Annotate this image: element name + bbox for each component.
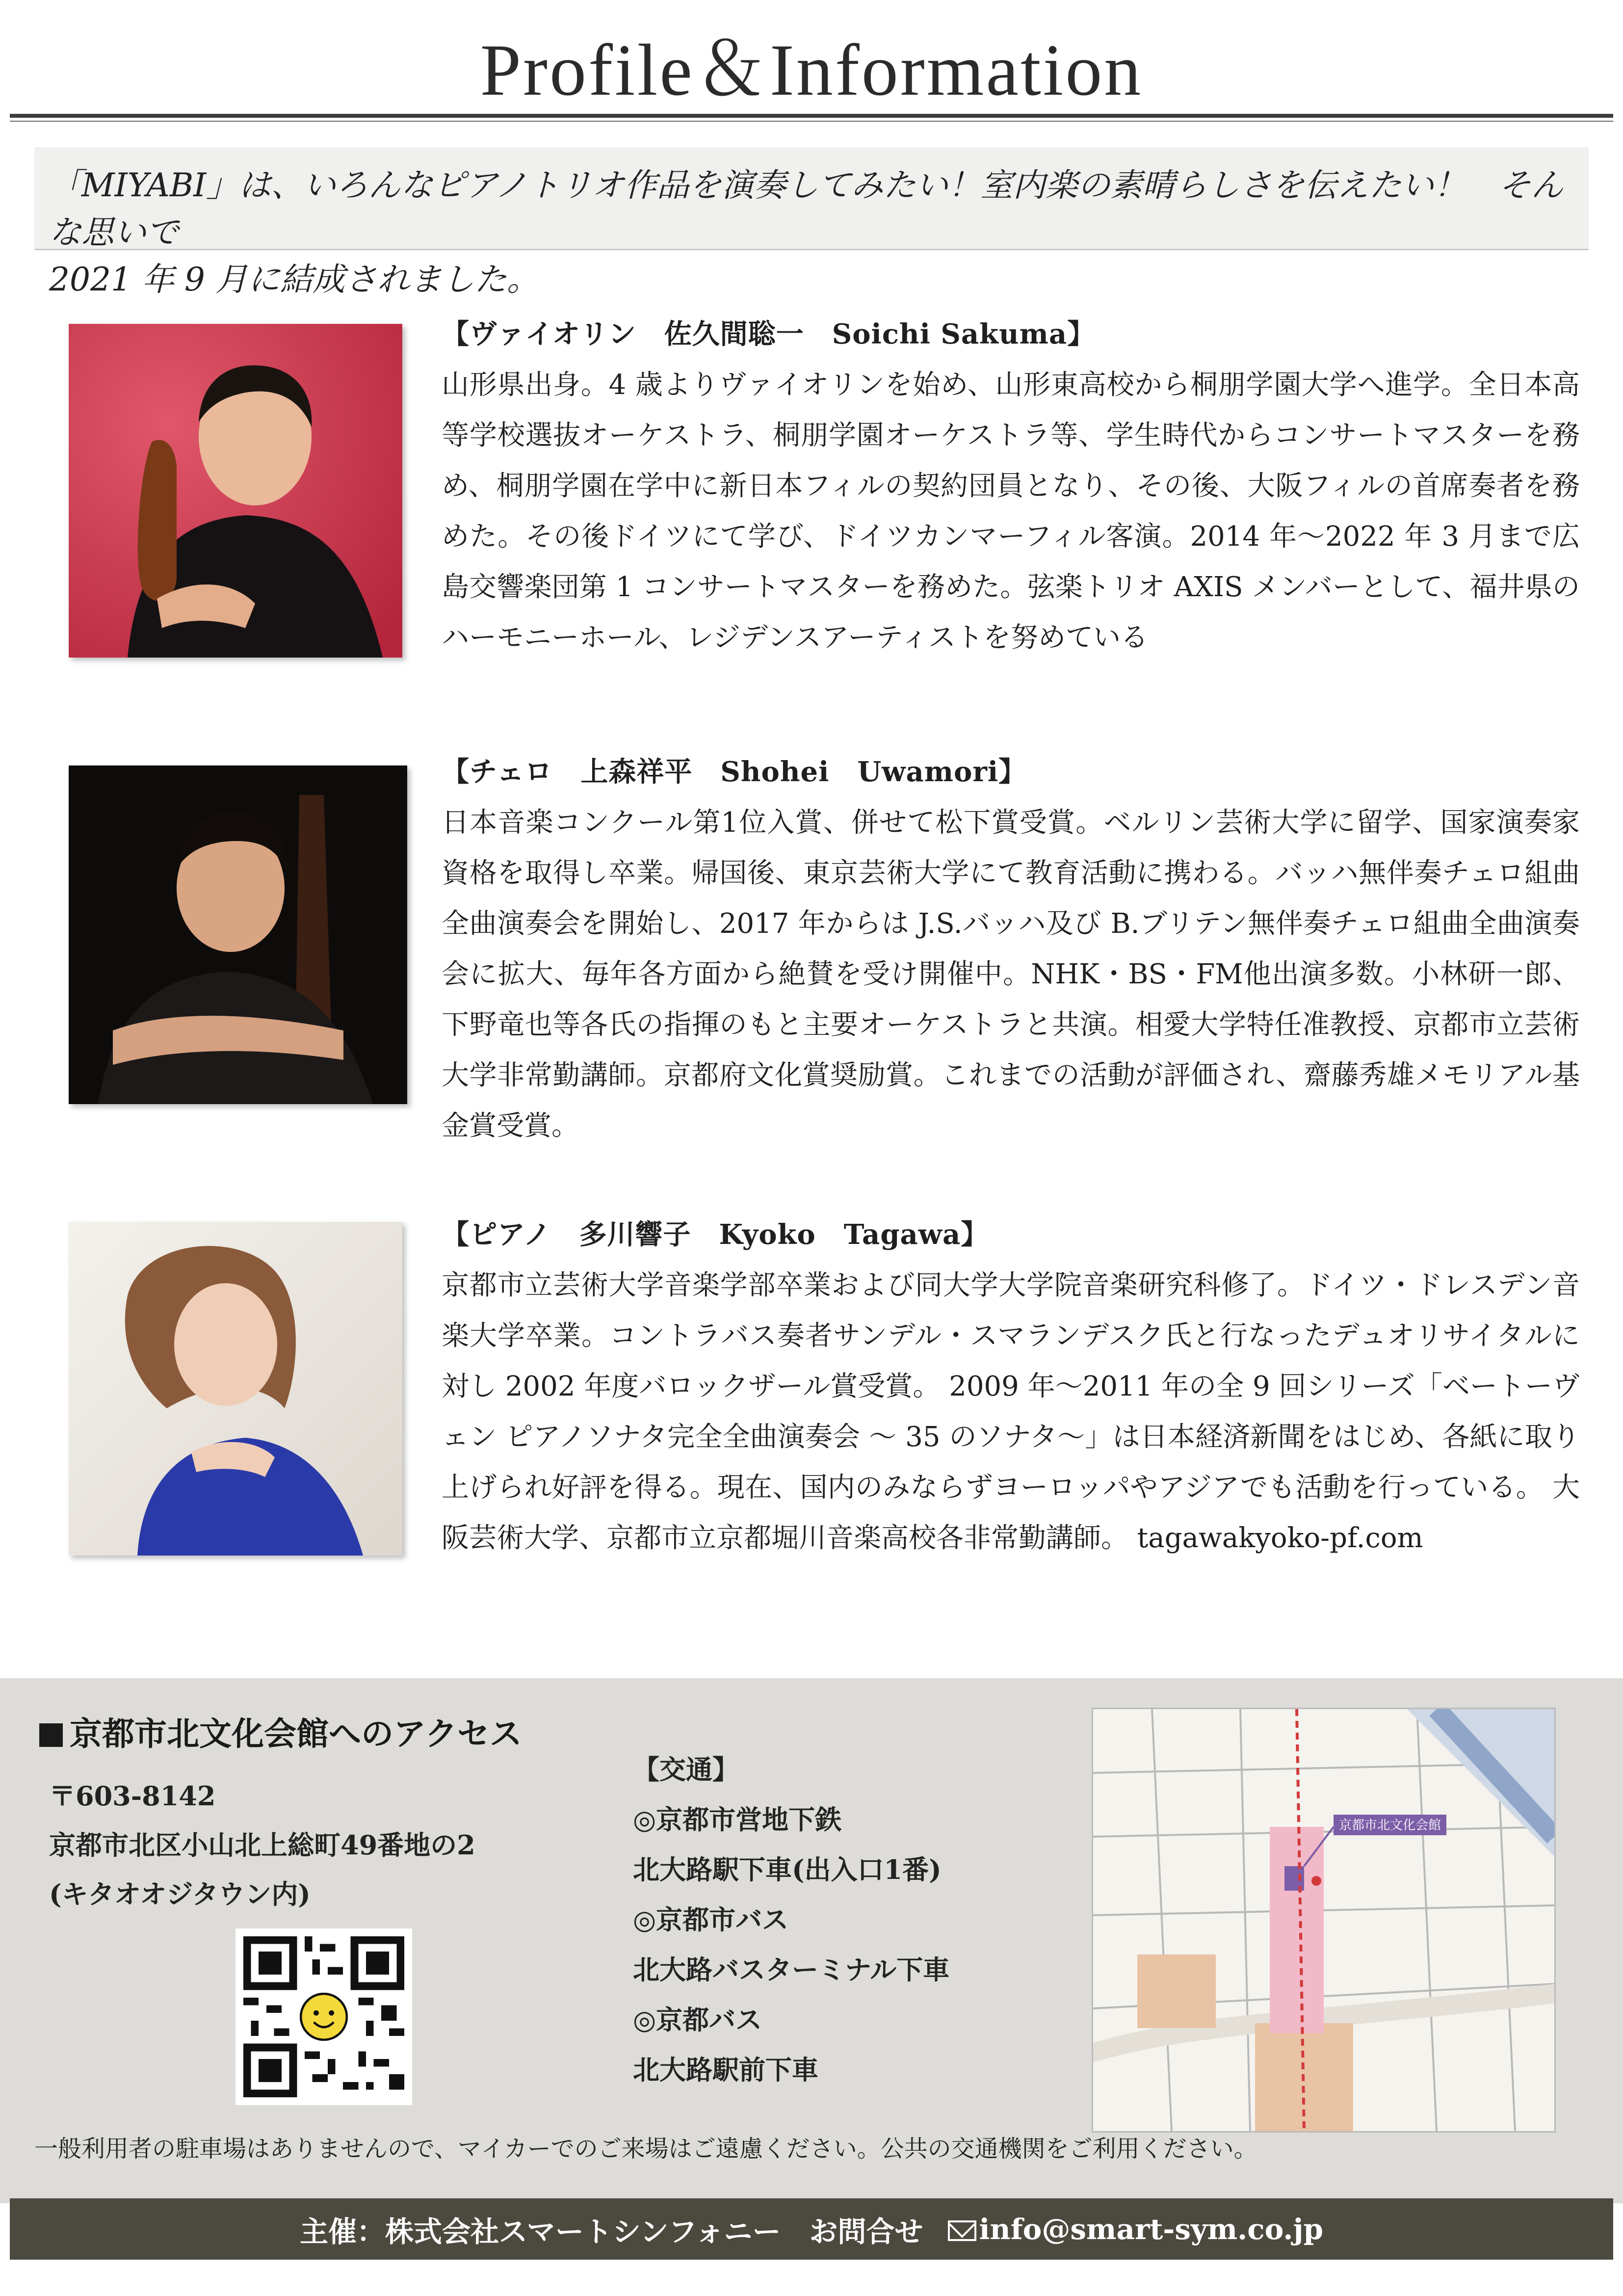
cellist-heading: 【チェロ 上森祥平 Shohei Uwamori】 — [442, 756, 1027, 788]
transport-line: ◎京都市営地下鉄 — [633, 1804, 842, 1835]
intro-line-2: 2021 年 9 月に結成されました。 — [49, 261, 539, 298]
transport-line: 北大路バスターミナル下車 — [633, 1954, 950, 1985]
transport-heading: 【交通】 — [633, 1754, 739, 1785]
transport-line: ◎京都バス — [633, 2004, 762, 2035]
organizer-contact: 主催：株式会社スマートシンフォニー お問合せ — [300, 2215, 923, 2248]
map-venue-label: 京都市北文化会館 — [1338, 1818, 1441, 1833]
email-contact[interactable] — [948, 2213, 1324, 2246]
cellist-photo — [69, 765, 407, 1104]
access-map[interactable] — [1092, 1708, 1556, 2133]
address-line: 京都市北区小山北上総町49番地の2 — [49, 1829, 475, 1861]
violinist-photo — [69, 324, 402, 658]
violinist-bio-text: 山形県出身。4 歳よりヴァイオリンを始め、山形東高校から桐朋学園大学へ進学。全日本高等学校選抜オーケストラ、桐朋学園オーケストラ等、学生時代からコンサートマスターを務め、桐朋学園在学中に新日本フィルの契約団員となり、その後、大阪フィルの首席奏者を務めた。その後ドイツにて学び、ドイツカンマーフィル客演。2014 年～2022 年 3 月まで広島交響楽団第 1 コンサートマスターを務めた。弦楽トリオ AXIS メンバーとして、福井県のハーモニーホール、レジデンスアーティストを努めている — [442, 369, 1580, 654]
transport-line: ◎京都市バス — [633, 1904, 789, 1935]
pianist-heading: 【ピアノ 多川響子 Kyoko Tagawa】 — [442, 1218, 989, 1251]
transport-info — [633, 1744, 949, 2095]
title-divider-thin — [10, 121, 1613, 122]
violinist-bio — [442, 309, 1580, 663]
intro-line-1: 「MIYABI」は、いろんなピアノトリオ作品を演奏してみたい！室内楽の素晴らしさを伝えたい！ そんな思いで — [49, 166, 1564, 251]
intro-box — [34, 147, 1589, 298]
access-heading — [39, 1708, 522, 1754]
cellist-bio-text: 日本音楽コンクール第1位入賞、併せて松下賞受賞。ベルリン芸術大学に留学、国家演奏家資格を取得し卒業。帰国後、東京芸術大学にて教育活動に携わる。バッハ無伴奏チェロ組曲全曲演奏会を開始し、2017 年からは J.S.バッハ及び B.ブリテン無伴奏チェロ組曲全曲演奏会に拡大、毎年各方面から絶賛を受け開催中。NHK・BS・FM他出演多数。小林研一郎、下野竜也等各氏の指揮のもと主要オーケストラと共演。相愛大学特任准教授、京都市立芸術大学非常勤講師。京都府文化賞奨励賞。これまでの活動が評価され、齋藤秀雄メモリアル基金賞受賞。 — [442, 807, 1580, 1142]
cellist-bio — [442, 747, 1580, 1151]
pianist-bio-text: 京都市立芸術大学音楽学部卒業および同大学大学院音楽研究科修了。ドイツ・ドレスデン音楽大学卒業。コントラバス奏者サンデル・スマランデスク氏と行なったデュオリサイタルに対し 2002 年度バロックザール賞受賞。 2009 年～2011 年の全 9 回シリーズ「ベートーヴェン ピアノソナタ完全全曲演奏会 ～ 35 のソナタ～」は日本経済新聞をはじめ、各紙に取り上げられ好評を得る。現在、国内のみならずヨーロッパやアジアでも活動を行っている。 大阪芸術大学、京都市立京都堀川音楽高校各非常勤講師。 tagawakyoko-pf.com — [442, 1269, 1580, 1554]
parking-note: 一般利用者の駐車場はありませんので、マイカーでのご来場はご遠慮ください。公共の交通機関をご利用ください。 — [34, 2135, 1257, 2163]
postal-code: 〒603-8142 — [49, 1780, 216, 1812]
violinist-heading: 【ヴァイオリン 佐久間聡一 Soichi Sakuma】 — [442, 318, 1096, 350]
qr-code-icon — [243, 1936, 404, 2097]
footer-bar — [10, 2198, 1613, 2260]
email-address[interactable]: info@smart-sym.co.jp — [979, 2212, 1323, 2246]
title-divider — [10, 114, 1613, 118]
qr-code[interactable] — [236, 1928, 412, 2105]
transport-line: 北大路駅下車(出入口1番) — [633, 1854, 942, 1885]
pianist-bio — [442, 1210, 1580, 1563]
building-name: (キタオオジタウン内) — [49, 1878, 311, 1910]
page-title: Profile＆Information — [480, 29, 1143, 111]
access-title-text: 京都市北文化会館へのアクセス — [70, 1715, 523, 1753]
square-bullet-icon — [39, 1723, 63, 1747]
mail-icon — [948, 2220, 976, 2241]
venue-address — [49, 1771, 475, 1919]
transport-line: 北大路駅前下車 — [633, 2054, 818, 2085]
pianist-photo — [69, 1222, 402, 1556]
